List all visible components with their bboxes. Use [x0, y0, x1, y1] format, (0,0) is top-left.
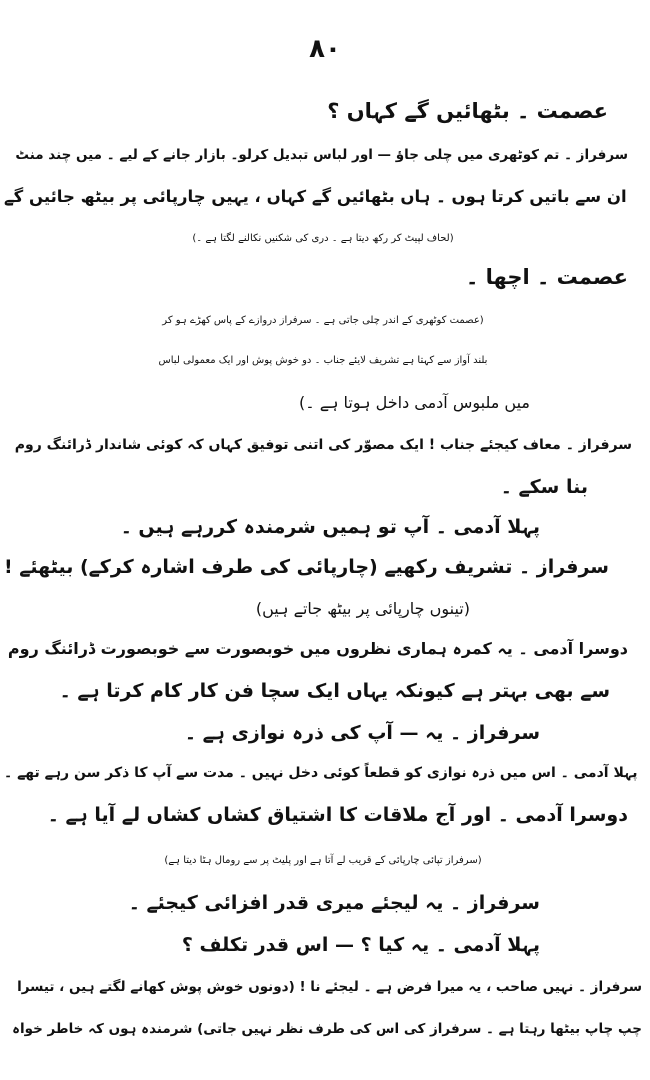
dialogue-line: سرفراز ۔ یہ — آپ کی ذرہ نوازی ہے ۔	[184, 722, 540, 744]
dialogue-line: سے بھی بہتر ہے کیونکہ یہاں ایک سچا فن کار کام کرتا ہے ۔	[59, 680, 610, 702]
dialogue-line: چپ چاپ بیٹھا رہتا ہے ۔ سرفراز کی اس کی طرف نظر نہیں جاتی) شرمندہ ہوں کہ خاطر خواہ	[12, 1021, 642, 1037]
dialogue-line: سرفراز ۔ نہیں صاحب ، یہ میرا فرض ہے ۔ لیجئے نا ! (دونوں خوش پوش کھانے لگتے ہیں ، تیسرا	[17, 979, 642, 995]
dialogue-line: دوسرا آدمی ۔ یہ کمرہ ہماری نظروں میں خوبصورت سے خوبصورت ڈرائنگ روم	[7, 639, 628, 658]
stage-direction: (سرفراز تپائی چارپائی کے قریب لے آتا ہے اور پلیٹ پر سے رومال ہٹا دیتا ہے)	[164, 855, 482, 866]
dialogue-line: عصمت ۔ اچھا ۔	[466, 265, 628, 289]
stage-direction: (تینوں چارپائی پر بیٹھ جاتے ہیں)	[255, 599, 470, 618]
page-number: ۸۰	[309, 34, 341, 64]
dialogue-line: سرفراز ۔ تشریف رکھیے (چارپائی کی طرف اشارہ کرکے) بیٹھئے !	[4, 556, 609, 578]
stage-direction: (لحاف لپیٹ کر رکھ دیتا ہے ۔ دری کی شکنیں نکالنے لگتا ہے ۔)	[192, 233, 454, 244]
stage-direction: میں ملبوس آدمی داخل ہوتا ہے ۔)	[299, 393, 530, 412]
dialogue-line: سرفراز ۔ تم کوٹھری میں چلی جاؤ — اور لباس تبدیل کرلو۔ بازار جانے کے لیے ۔ میں چند منٹ	[15, 147, 628, 163]
dialogue-line: سرفراز ۔ یہ لیجئے میری قدر افزائی کیجئے ۔	[128, 892, 540, 914]
dialogue-line: ان سے باتیں کرتا ہوں ۔ ہاں بٹھائیں گے کہاں ، یہیں چارپائی پر بیٹھ جائیں گے	[4, 187, 627, 206]
dialogue-line: دوسرا آدمی ۔ اور آج ملاقات کا اشتیاق کشاں کشاں لے آیا ہے ۔	[47, 804, 628, 826]
dialogue-line: پہلا آدمی ۔ یہ کیا ؟ — اس قدر تکلف ؟	[181, 934, 540, 956]
dialogue-line: بنا سکے ۔	[500, 476, 588, 498]
dialogue-line: عصمت ۔ بٹھائیں گے کہاں ؟	[327, 99, 608, 123]
dialogue-line: پہلا آدمی ۔ اس میں ذرہ نوازی کو قطعاً کوئی دخل نہیں ۔ مدت سے آپ کا ذکر سن رہے تھے ۔	[4, 765, 638, 781]
stage-direction: بلند آواز سے کہتا ہے تشریف لایئے جناب ۔ دو خوش پوش اور ایک معمولی لباس	[158, 355, 488, 366]
dialogue-line: سرفراز ۔ معاف کیجئے جناب ! ایک مصوّر کی اتنی توفیق کہاں کہ کوئی شاندار ڈرائنگ روم	[14, 437, 632, 453]
dialogue-line: پہلا آدمی ۔ آپ تو ہمیں شرمندہ کررہے ہیں ۔	[120, 516, 540, 538]
stage-direction: (عصمت کوٹھری کے اندر چلی جاتی ہے ۔ سرفراز دروازے کے پاس کھڑے ہو کر	[162, 315, 484, 326]
